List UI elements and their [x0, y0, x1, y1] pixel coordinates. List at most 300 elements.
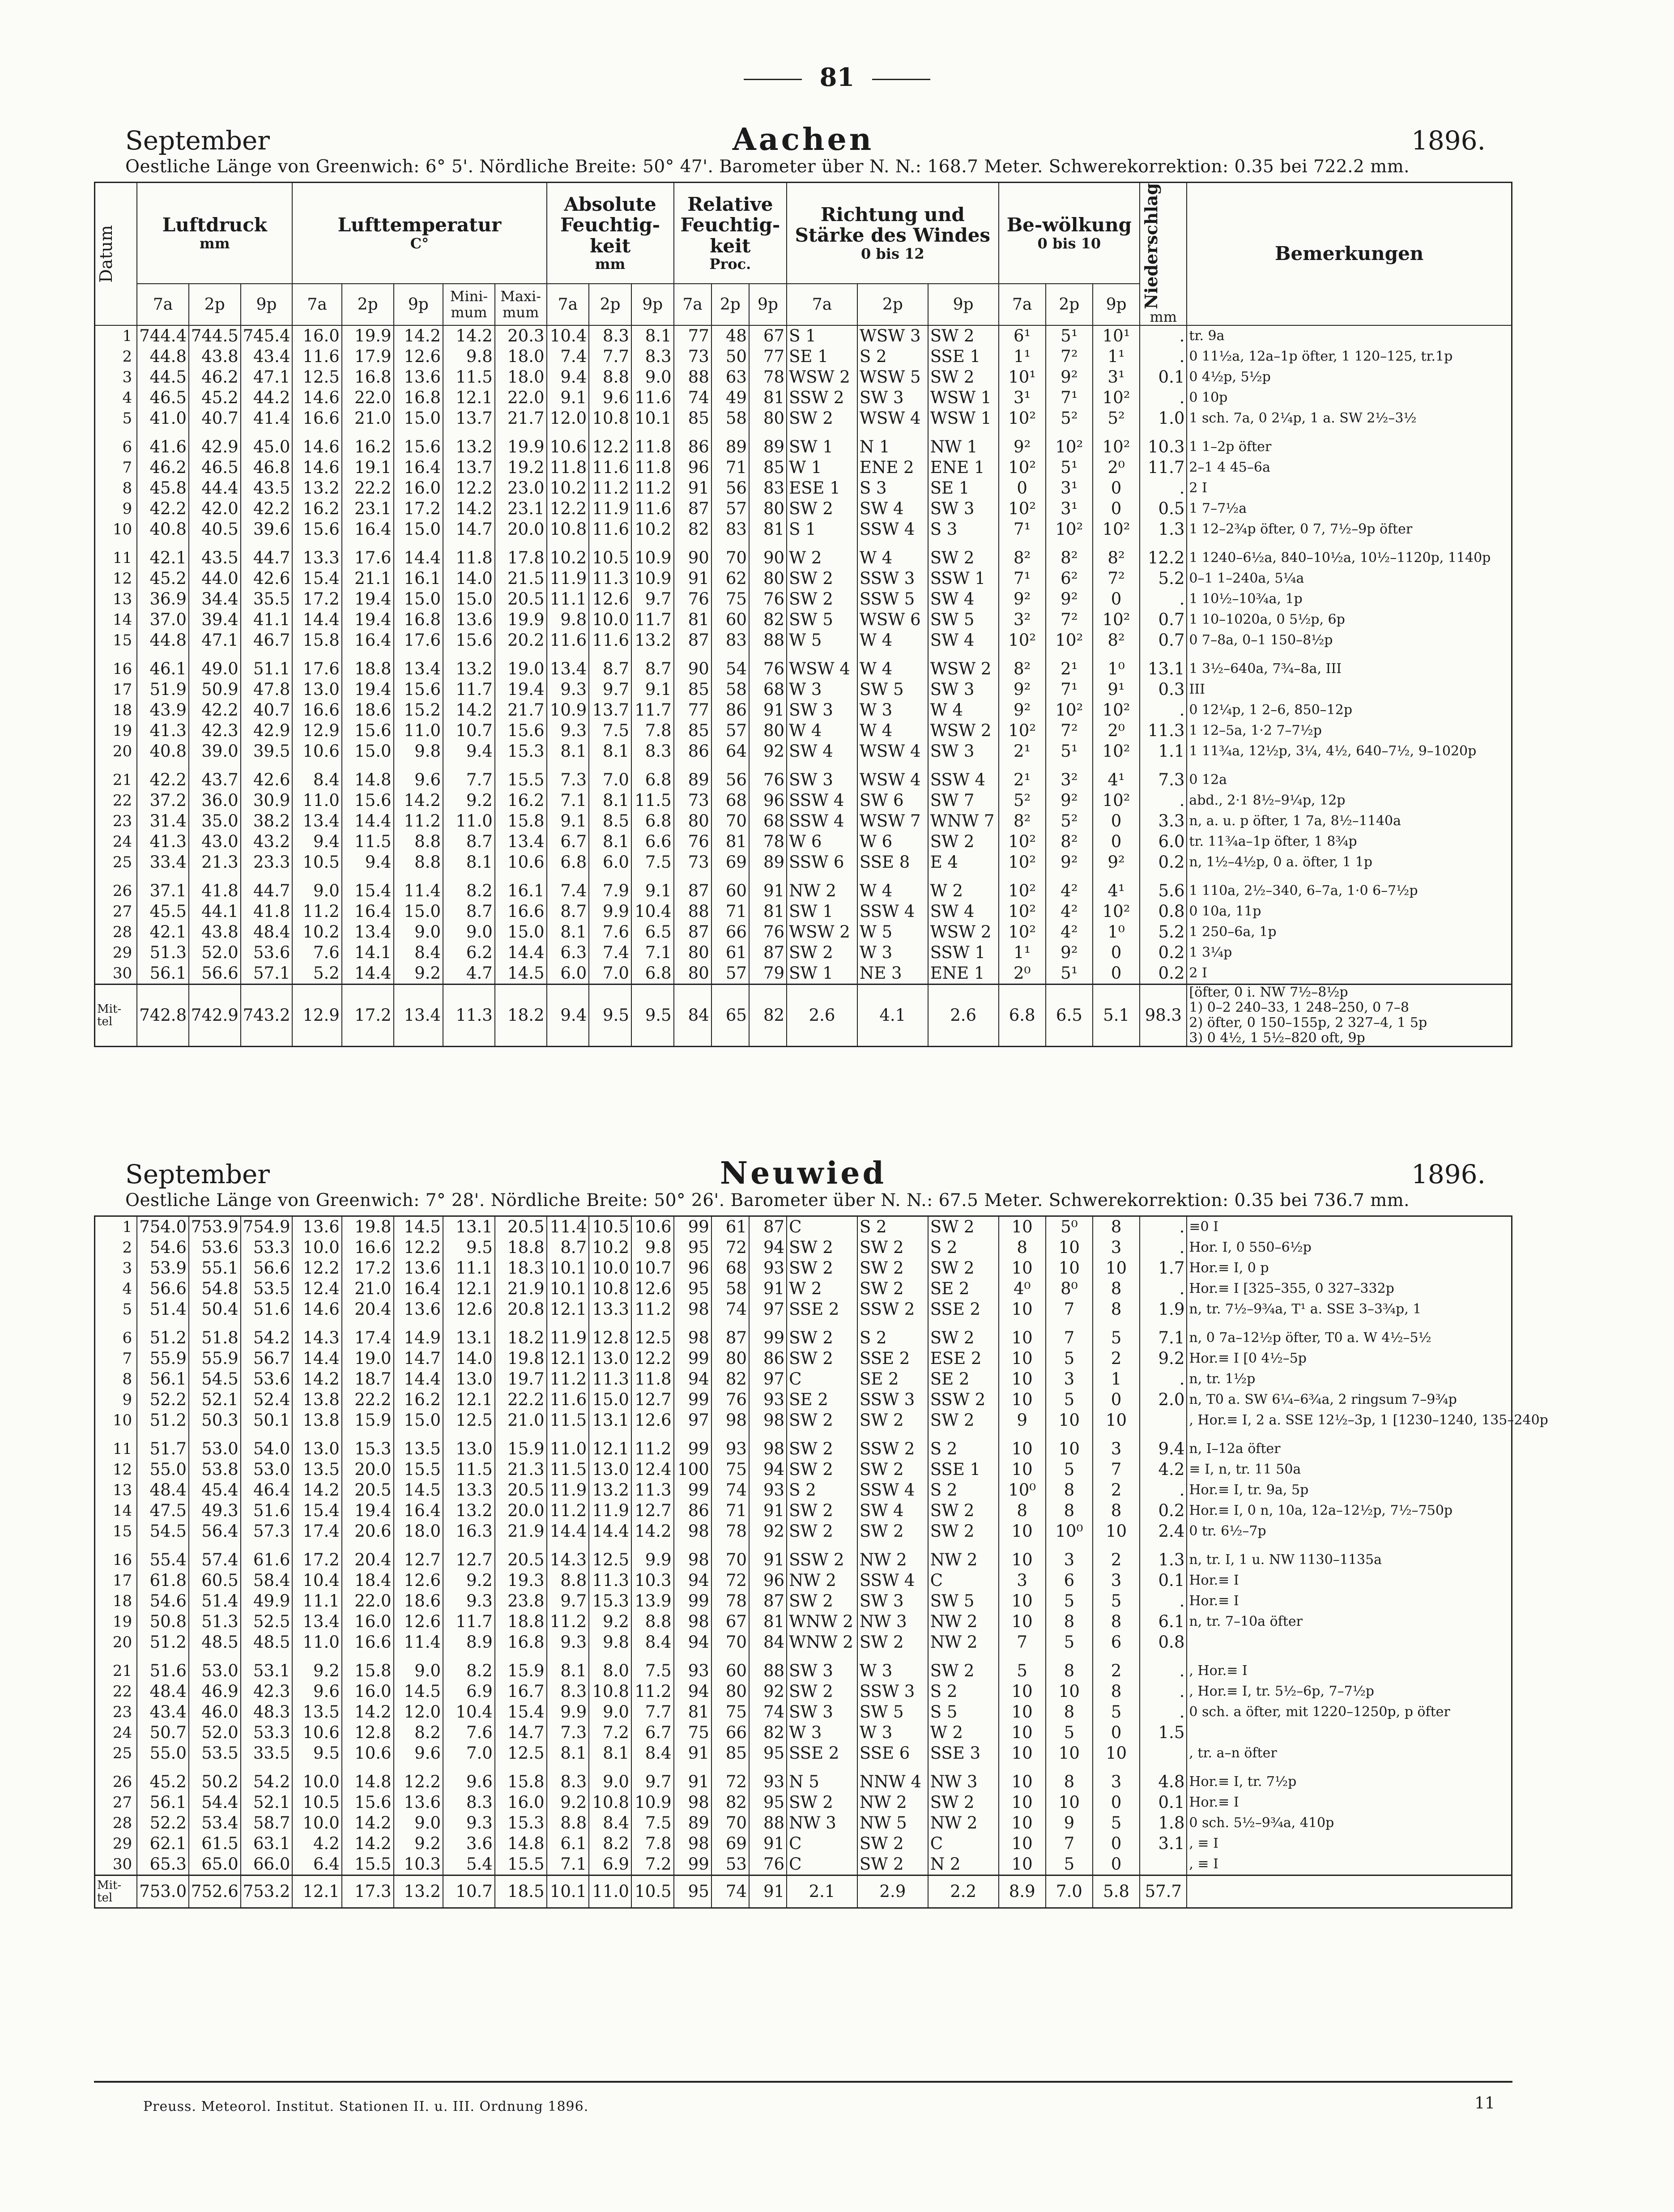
precipitation-cell: 1.7	[1140, 1258, 1187, 1279]
cell: 12.9	[292, 720, 341, 741]
cell: 50	[711, 346, 749, 367]
wind-cell: S 2	[857, 1216, 928, 1238]
cell: 53.5	[241, 1279, 293, 1299]
cell: 64	[711, 741, 749, 762]
cloud-cell: 2	[1093, 1348, 1140, 1369]
cell: 9.0	[589, 1702, 631, 1722]
wind-cell: SW 6	[857, 790, 928, 811]
wind-cell: C	[928, 1833, 999, 1854]
remark-cell: 1 110a, 2½–340, 6–7a, 1·0 6–7½p	[1187, 873, 1512, 901]
remark-cell: n, 1½–4½p, 0 a. öfter, 1 1p	[1187, 852, 1512, 873]
day-cell: 7	[95, 1348, 137, 1369]
cell: 17.9	[342, 346, 394, 367]
wind-cell: SSE 3	[928, 1743, 999, 1764]
cell: 51.3	[137, 942, 189, 963]
cell: 76	[749, 651, 787, 679]
mean-cell: 95	[674, 1875, 711, 1908]
table-row	[95, 609, 1512, 630]
wind-cell: SW 5	[857, 1702, 928, 1722]
col-minimum: Mini-mum	[443, 284, 495, 325]
cell: 9.3	[547, 720, 589, 741]
cell: 11.8	[547, 457, 589, 478]
precipitation-cell: 13.1	[1140, 651, 1187, 679]
mean-remark-line: 2) öfter, 0 150–155p, 2 327–4, 1 5p	[1189, 1015, 1427, 1031]
day-cell: 1	[95, 1216, 137, 1238]
cell: 94	[749, 1459, 787, 1480]
mean-cell: 17.3	[342, 1875, 394, 1908]
wind-cell: SSW 6	[787, 852, 857, 873]
cell: 15.4	[292, 568, 341, 589]
cell: 76	[749, 922, 787, 942]
cell: 14.3	[292, 1320, 341, 1348]
wind-cell: SSE 1	[928, 1459, 999, 1480]
cell: 94	[749, 1237, 787, 1258]
cell: 5.2	[292, 963, 341, 985]
cell: 11.0	[547, 1431, 589, 1459]
cell: 15.0	[394, 589, 443, 609]
mean-cell: 5.8	[1093, 1875, 1140, 1908]
cell: 11.2	[547, 1369, 589, 1389]
cell: 19.8	[342, 1216, 394, 1238]
wind-cell: SW 2	[857, 1459, 928, 1480]
precipitation-cell: 1.5	[1140, 1722, 1187, 1743]
cell: 8.1	[443, 852, 495, 873]
cell: 13.9	[631, 1591, 674, 1611]
mean-cell: 2.6	[787, 985, 857, 1047]
precipitation-cell: .	[1140, 700, 1187, 720]
wind-cell: NW 2	[857, 1792, 928, 1813]
cell: 6.8	[547, 852, 589, 873]
cell: 49	[711, 388, 749, 408]
wind-cell: SW 5	[928, 1591, 999, 1611]
cell: 23.0	[495, 478, 547, 499]
cell: 57	[711, 963, 749, 985]
cloud-cell: 0	[1093, 1854, 1140, 1875]
cloud-cell: 3¹	[1046, 499, 1093, 519]
cloud-cell: 5²	[1046, 408, 1093, 429]
wind-cell: C	[787, 1833, 857, 1854]
day-cell: 24	[95, 1722, 137, 1743]
cell: 33.4	[137, 852, 189, 873]
day-cell: 21	[95, 1653, 137, 1681]
day-cell: 27	[95, 1792, 137, 1813]
day-cell: 26	[95, 1764, 137, 1792]
cell: 53	[711, 1854, 749, 1875]
cell: 17.4	[292, 1521, 341, 1542]
table-row	[95, 1792, 1512, 1813]
cell: 55.1	[189, 1258, 241, 1279]
cell: 84	[749, 1632, 787, 1653]
cell: 11.0	[292, 790, 341, 811]
cell: 74	[749, 1702, 787, 1722]
wind-cell: W 4	[857, 630, 928, 651]
cloud-cell: 5²	[999, 790, 1046, 811]
remark-cell: , Hor.≡ I	[1187, 1653, 1512, 1681]
day-cell: 2	[95, 1237, 137, 1258]
cell: 51.4	[189, 1591, 241, 1611]
wind-cell: SE 2	[928, 1369, 999, 1389]
cell: 95	[749, 1792, 787, 1813]
cell: 45.0	[241, 429, 293, 457]
cell: 17.4	[342, 1320, 394, 1348]
cell: 8.7	[631, 651, 674, 679]
bemerkungen-header: Bemerkungen	[1187, 183, 1512, 326]
cell: 9.0	[292, 873, 341, 901]
cell: 17.6	[394, 630, 443, 651]
cell: 21.7	[495, 408, 547, 429]
cloud-cell: 10	[999, 1320, 1046, 1348]
table-row	[95, 346, 1512, 367]
wind-cell: SW 7	[928, 790, 999, 811]
mean-cell: 742.9	[189, 985, 241, 1047]
cell: 87	[674, 922, 711, 942]
cloud-cell: 10	[1046, 1681, 1093, 1702]
cell: 9.3	[443, 1813, 495, 1833]
table-row	[95, 1542, 1512, 1570]
cell: 17.6	[292, 651, 341, 679]
col-2p: 2p	[857, 284, 928, 325]
table-row	[95, 1480, 1512, 1500]
wind-cell: W 4	[787, 720, 857, 741]
cell: 16.4	[342, 630, 394, 651]
cell: 97	[674, 1410, 711, 1431]
table-row	[95, 367, 1512, 388]
cell: 97	[749, 1369, 787, 1389]
cloud-cell: 10²	[999, 408, 1046, 429]
cell: 8.8	[547, 1813, 589, 1833]
cell: 98	[674, 1792, 711, 1813]
cell: 53.6	[189, 1237, 241, 1258]
cell: 12.6	[589, 589, 631, 609]
cell: 7.4	[547, 346, 589, 367]
cell: 12.5	[631, 1320, 674, 1348]
cell: 11.2	[547, 1611, 589, 1632]
table-row	[95, 1591, 1512, 1611]
wind-cell: WSW 2	[928, 651, 999, 679]
cell: 4.7	[443, 963, 495, 985]
cell: 753.9	[189, 1216, 241, 1238]
cell: 12.5	[292, 367, 341, 388]
wind-cell: SSW 4	[928, 762, 999, 790]
cell: 61.5	[189, 1833, 241, 1854]
precipitation-cell: 0.7	[1140, 609, 1187, 630]
day-cell: 8	[95, 478, 137, 499]
cloud-cell: 10¹	[999, 367, 1046, 388]
cell: 55.9	[137, 1348, 189, 1369]
mean-cell: 18.2	[495, 985, 547, 1047]
precipitation-cell: 4.8	[1140, 1764, 1187, 1792]
mean-cell: 2.1	[787, 1875, 857, 1908]
cell: 50.9	[189, 679, 241, 700]
cell: 10.9	[547, 700, 589, 720]
neuwied-section	[94, 1155, 1548, 1909]
cell: 6.6	[631, 831, 674, 852]
cloud-cell: 0	[1093, 1833, 1140, 1854]
cell: 46.5	[189, 457, 241, 478]
cloud-cell: 10	[999, 1764, 1046, 1792]
cell: 52.2	[137, 1389, 189, 1410]
cell: 98	[749, 1431, 787, 1459]
cell: 52.0	[189, 942, 241, 963]
cell: 99	[674, 1854, 711, 1875]
cell: 8.4	[394, 942, 443, 963]
cell: 19.3	[495, 1570, 547, 1591]
wind-cell: ENE 1	[928, 963, 999, 985]
cell: 13.3	[292, 540, 341, 568]
cell: 12.2	[443, 478, 495, 499]
cell: 55.0	[137, 1459, 189, 1480]
cell: 11.3	[631, 1480, 674, 1500]
mean-cell: 2.6	[928, 985, 999, 1047]
cell: 16.6	[495, 901, 547, 922]
wind-cell: ESE 1	[787, 478, 857, 499]
cell: 20.4	[342, 1542, 394, 1570]
cloud-cell: 10²	[1093, 388, 1140, 408]
cell: 11.4	[394, 1632, 443, 1653]
precipitation-cell: 5.2	[1140, 568, 1187, 589]
cell: 43.0	[189, 831, 241, 852]
cell: 15.0	[495, 922, 547, 942]
cell: 42.6	[241, 568, 293, 589]
cell: 75	[711, 589, 749, 609]
cell: 754.0	[137, 1216, 189, 1238]
mean-cell: 13.4	[394, 985, 443, 1047]
cell: 56.1	[137, 1792, 189, 1813]
cloud-cell: 8	[1046, 1480, 1093, 1500]
day-cell: 29	[95, 1833, 137, 1854]
cell: 9.2	[394, 1833, 443, 1854]
wind-cell: SW 2	[787, 1320, 857, 1348]
wind-cell: SW 3	[928, 741, 999, 762]
cell: 18.6	[342, 700, 394, 720]
cloud-cell: 2¹	[999, 762, 1046, 790]
cell: 93	[711, 1431, 749, 1459]
cloud-cell: 10²	[999, 831, 1046, 852]
cell: 11.5	[443, 1459, 495, 1480]
cell: 46.0	[189, 1702, 241, 1722]
table-row	[95, 1459, 1512, 1480]
cell: 37.2	[137, 790, 189, 811]
wind-cell: SE 2	[857, 1369, 928, 1389]
wind-cell: S 3	[857, 478, 928, 499]
cell: 83	[749, 478, 787, 499]
table-row	[95, 811, 1512, 831]
precipitation-cell: 2.0	[1140, 1389, 1187, 1410]
cell: 66	[711, 922, 749, 942]
cloud-cell: 8	[1046, 1702, 1093, 1722]
cell: 15.6	[394, 429, 443, 457]
cell: 10.5	[589, 540, 631, 568]
cell: 13.7	[443, 408, 495, 429]
cell: 44.8	[137, 630, 189, 651]
wind-cell: E 4	[928, 852, 999, 873]
cell: 4.2	[292, 1833, 341, 1854]
cell: 10.6	[547, 429, 589, 457]
cell: 16.8	[342, 367, 394, 388]
cell: 63	[711, 367, 749, 388]
cell: 51.7	[137, 1431, 189, 1459]
cell: 46.5	[137, 388, 189, 408]
cell: 71	[711, 1500, 749, 1521]
day-cell: 20	[95, 1632, 137, 1653]
wind-cell: SE 2	[928, 1279, 999, 1299]
cloud-cell: 6²	[1046, 568, 1093, 589]
cell: 57	[711, 720, 749, 741]
cell: 11.8	[631, 457, 674, 478]
cell: 17.2	[394, 499, 443, 519]
cell: 9.7	[589, 679, 631, 700]
remark-cell: n, I–12a öfter	[1187, 1431, 1512, 1459]
cell: 12.7	[631, 1500, 674, 1521]
precipitation-cell: 0.1	[1140, 367, 1187, 388]
cell: 9.5	[292, 1743, 341, 1764]
cell: 11.1	[443, 1258, 495, 1279]
cell: 6.8	[631, 811, 674, 831]
mean-cell: 18.5	[495, 1875, 547, 1908]
cell: 43.9	[137, 700, 189, 720]
cell: 86	[674, 1500, 711, 1521]
wind-cell: SSE 2	[787, 1743, 857, 1764]
cell: 18.6	[394, 1591, 443, 1611]
cell: 10.6	[342, 1743, 394, 1764]
mean-cell: 2.2	[928, 1875, 999, 1908]
mean-cell: 9.4	[547, 985, 589, 1047]
wind-cell: SW 5	[928, 609, 999, 630]
cell: 93	[749, 1480, 787, 1500]
cell: 67	[749, 325, 787, 346]
wind-cell: WSW 6	[857, 609, 928, 630]
aachen-section	[94, 122, 1512, 1047]
wind-cell: SSW 4	[857, 1570, 928, 1591]
cell: 13.4	[342, 922, 394, 942]
wind-cell: WSW 4	[857, 408, 928, 429]
table-row	[95, 922, 1512, 942]
cell: 87	[674, 630, 711, 651]
cell: 58	[711, 679, 749, 700]
precipitation-cell: .	[1140, 1653, 1187, 1681]
cell: 54.2	[241, 1764, 293, 1792]
cell: 11.6	[589, 457, 631, 478]
cloud-cell: 10	[999, 1833, 1046, 1854]
cell: 3.6	[443, 1833, 495, 1854]
cell: 43.8	[189, 346, 241, 367]
cloud-cell: 0	[1093, 499, 1140, 519]
cell: 54.5	[189, 1369, 241, 1389]
cell: 6.7	[547, 831, 589, 852]
remark-cell: 1 1–2p öfter	[1187, 429, 1512, 457]
cloud-cell: 9	[999, 1410, 1046, 1431]
cloud-cell: 6	[1093, 1632, 1140, 1653]
cell: 16.4	[394, 457, 443, 478]
cell: 45.5	[137, 901, 189, 922]
remark-cell: Hor.≡ I, tr. 9a, 5p	[1187, 1480, 1512, 1500]
cell: 19.9	[495, 429, 547, 457]
cell: 11.2	[631, 1681, 674, 1702]
table-row	[95, 1702, 1512, 1722]
cloud-cell: 8²	[1046, 540, 1093, 568]
remark-cell: n, tr. 1½p	[1187, 1369, 1512, 1389]
cell: 68	[749, 679, 787, 700]
cell: 88	[674, 367, 711, 388]
cell: 9.3	[547, 679, 589, 700]
cloud-cell: 8	[1046, 1653, 1093, 1681]
cloud-cell: 10	[999, 1743, 1046, 1764]
precipitation-cell: .	[1140, 1279, 1187, 1299]
cell: 88	[749, 1653, 787, 1681]
mean-cell: 17.2	[342, 985, 394, 1047]
day-cell: 19	[95, 1611, 137, 1632]
precipitation-cell: .	[1140, 1216, 1187, 1238]
wind-cell: SW 5	[787, 609, 857, 630]
cloud-cell: 5	[1046, 1591, 1093, 1611]
cell: 19.2	[495, 457, 547, 478]
mean-cell: 10.7	[443, 1875, 495, 1908]
cell: 36.0	[189, 790, 241, 811]
cell: 15.3	[495, 1813, 547, 1833]
cell: 86	[674, 741, 711, 762]
cell: 98	[674, 1833, 711, 1854]
table-row	[95, 1369, 1512, 1389]
wind-cell: NW 3	[787, 1813, 857, 1833]
cell: 15.4	[292, 1500, 341, 1521]
cell: 87	[711, 1320, 749, 1348]
aachen-year: 1896.	[1411, 125, 1486, 156]
col-9p: 9p	[1093, 284, 1140, 325]
wind-cell: NW 2	[928, 1542, 999, 1570]
wind-cell: C	[928, 1570, 999, 1591]
col-9p: 9p	[394, 284, 443, 325]
cell: 38.2	[241, 811, 293, 831]
cell: 14.2	[443, 499, 495, 519]
wind-cell: SSW 4	[857, 1480, 928, 1500]
wind-cell: SW 2	[787, 1237, 857, 1258]
wind-cell: WSW 1	[928, 408, 999, 429]
cloud-cell: 5⁰	[1046, 1216, 1093, 1238]
cell: 34.4	[189, 589, 241, 609]
cell: 10.8	[547, 519, 589, 540]
cell: 88	[749, 1813, 787, 1833]
cell: 8.8	[547, 1570, 589, 1591]
table-row	[95, 1320, 1512, 1348]
wind-cell: NW 5	[857, 1813, 928, 1833]
col-2p: 2p	[711, 284, 749, 325]
table-row	[95, 1632, 1512, 1653]
cell: 78	[749, 367, 787, 388]
cell: 72	[711, 1237, 749, 1258]
cell: 11.2	[589, 478, 631, 499]
cloud-cell: 8	[1093, 1279, 1140, 1299]
wind-cell: SW 4	[857, 1500, 928, 1521]
precipitation-cell: 1.9	[1140, 1299, 1187, 1320]
remark-cell: ≡0 I	[1187, 1216, 1512, 1238]
day-cell: 11	[95, 1431, 137, 1459]
day-cell: 14	[95, 609, 137, 630]
cell: 15.9	[495, 1653, 547, 1681]
wind-cell: S 2	[928, 1681, 999, 1702]
precipitation-cell	[1140, 1854, 1187, 1875]
cell: 87	[674, 873, 711, 901]
wind-cell: S 2	[928, 1431, 999, 1459]
wind-cell: SSW 1	[928, 942, 999, 963]
cell: 45.8	[137, 478, 189, 499]
cloud-cell: 3¹	[1046, 478, 1093, 499]
mean-cell: 7.0	[1046, 1875, 1093, 1908]
cell: 9.2	[547, 1792, 589, 1813]
mean-cell: 11.3	[443, 985, 495, 1047]
cell: 16.1	[394, 568, 443, 589]
cell: 7.0	[443, 1743, 495, 1764]
cell: 71	[711, 457, 749, 478]
